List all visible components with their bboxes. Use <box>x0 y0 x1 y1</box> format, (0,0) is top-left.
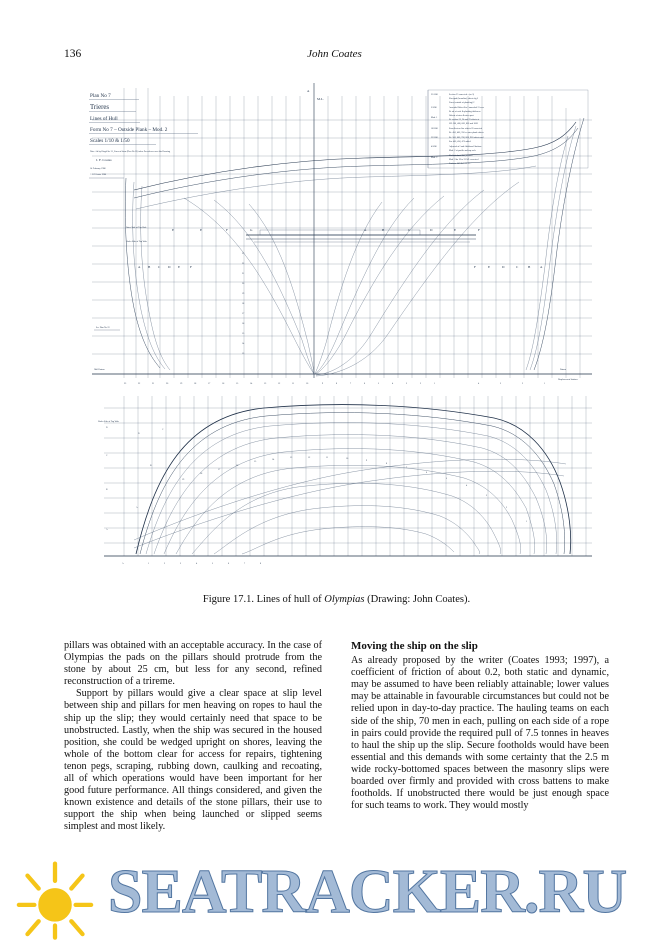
svg-text:D: D <box>138 433 140 435</box>
svg-text:B: B <box>528 265 531 269</box>
note-line: WL 200, 400, 600, 800 and 1000 <box>449 123 478 125</box>
svg-text:17: 17 <box>218 469 221 471</box>
caption-ship-name: Olympias <box>324 594 365 605</box>
svg-text:15: 15 <box>254 461 257 463</box>
svg-text:23: 23 <box>124 383 127 385</box>
svg-text:13: 13 <box>290 457 293 459</box>
body-columns <box>64 640 609 865</box>
hull-lines-drawing <box>64 78 609 590</box>
svg-text:8: 8 <box>260 563 262 565</box>
svg-text:2: 2 <box>506 507 508 509</box>
svg-text:C: C <box>516 265 519 269</box>
svg-text:11: 11 <box>326 457 329 459</box>
svg-text:3/2/86: 3/2/86 <box>431 107 437 109</box>
svg-text:22: 22 <box>138 383 141 385</box>
svg-text:7: 7 <box>406 467 408 469</box>
column-left <box>64 640 322 834</box>
svg-text:12: 12 <box>308 457 311 459</box>
svg-text:E: E <box>488 265 491 269</box>
under-side-label-left: Under Side of Top Wale <box>98 421 120 423</box>
column-right <box>351 640 609 812</box>
note-line: Re. 500, 600, 700, 800, 900 offsets and <box>449 137 484 139</box>
svg-text:9: 9 <box>322 383 324 385</box>
svg-text:18/2/86: 18/2/86 <box>431 128 438 130</box>
svg-text:16: 16 <box>236 465 239 467</box>
svg-text:A: A <box>122 563 124 565</box>
svg-text:A: A <box>364 228 367 232</box>
svg-text:6: 6 <box>364 383 366 385</box>
waterline-letter-row-2 <box>138 265 543 269</box>
svg-text:B: B <box>150 465 152 467</box>
half-breadth-letters <box>98 420 164 531</box>
svg-text:17: 17 <box>208 383 211 385</box>
svg-text:3: 3 <box>406 383 408 385</box>
svg-text:12: 12 <box>278 383 281 385</box>
svg-text:B: B <box>106 489 108 491</box>
sun-logo-icon <box>12 855 98 941</box>
svg-text:4: 4 <box>392 383 394 385</box>
svg-text:20: 20 <box>166 383 169 385</box>
svg-text:10: 10 <box>346 458 349 460</box>
svg-text:3: 3 <box>180 563 182 565</box>
svg-text:1: 1 <box>434 383 436 385</box>
note-line: Sta. 400, 450, 475 added <box>449 141 471 143</box>
svg-text:16: 16 <box>222 383 225 385</box>
note-line: Sheerpad (beamline) offsets fig 3 <box>449 98 479 100</box>
svg-text:8: 8 <box>386 463 388 465</box>
note-line: Mod. 2 of profile and top wale <box>449 150 476 152</box>
hull-datum-label: Hull Datum <box>94 369 105 371</box>
svg-text:15: 15 <box>242 333 245 335</box>
svg-text:21: 21 <box>152 383 155 385</box>
note-line: Section 25 corrected - (no 3) <box>449 94 475 96</box>
revision-notes-block <box>428 90 588 168</box>
svg-text:2: 2 <box>420 383 422 385</box>
svg-text:4: 4 <box>466 485 468 487</box>
displacement-stations-label: Displacement Stations <box>558 379 578 381</box>
note-line: Adjusted at I and Additional Stations <box>449 146 482 148</box>
mod1-label: Mod. 1 <box>431 117 438 119</box>
paragraph: Support by pillars would give a clear space at slip level between ship and pillars for men heaving on ropes to haul the ship up the slip; they would certainly need that space to be unobstructed. Lastly, when the ship was secured in the housed position, she could be wedged upright on shores, leaving the whole of the bottom clear for access for repairs, tightening tenon pegs, scraping, rubbing down, caulking and recoating, all of which operations would have been important for her good future performance. All things considered, and given the known existence and details of the stone pillars, their use to support the ship when being launched or slipped seems simplest and most likely. <box>64 688 322 833</box>
title-date: 14 February 1986 <box>90 168 106 170</box>
svg-text:13: 13 <box>242 353 245 355</box>
svg-text:4: 4 <box>478 383 480 385</box>
section-heading: Moving the ship on the slip <box>351 640 478 652</box>
svg-text:14: 14 <box>272 459 275 461</box>
figure-lines-of-hull <box>64 78 609 590</box>
svg-text:15: 15 <box>236 383 239 385</box>
svg-text:14: 14 <box>250 383 253 385</box>
note-line: Amended Offset Sta 2 amended 21 corr. <box>449 107 485 109</box>
title-scales: Scales 1/10 & 1/50 <box>90 138 130 144</box>
svg-text:A: A <box>307 89 310 93</box>
watermark-text: SEATRACKER.RU <box>108 858 627 926</box>
svg-text:1: 1 <box>544 383 546 385</box>
svg-text:10: 10 <box>306 383 309 385</box>
svg-text:14: 14 <box>242 343 245 345</box>
figure-caption <box>64 594 609 605</box>
svg-text:1: 1 <box>526 521 528 523</box>
station-number-column <box>242 253 245 355</box>
svg-text:G: G <box>250 228 253 232</box>
svg-text:7: 7 <box>350 383 352 385</box>
svg-text:3: 3 <box>500 383 502 385</box>
svg-text:1: 1 <box>148 563 150 565</box>
page-header <box>64 48 605 64</box>
note-line: Re section 25, 24 and 23 offsets at <box>449 119 480 121</box>
svg-text:E: E <box>178 265 181 269</box>
svg-text:C: C <box>158 265 161 269</box>
svg-text:2: 2 <box>522 383 524 385</box>
svg-text:18: 18 <box>194 383 197 385</box>
note-line: Offsets of stem & stern post <box>449 115 474 117</box>
svg-text:2: 2 <box>164 563 166 565</box>
svg-text:6: 6 <box>426 472 428 474</box>
paragraph: As already proposed by the writer (Coates 1993; 1997), a coefficient of friction of about 0.2, both static and dynamic, may be assumed to have been reliably attainable; lower values may be attainable in favourable circumstances but could not be relied upon in day-to-day practice. The hauling teams on each side of the ship, 70 men in each, pulling on each side of a rope in pairs could provide the required pull of 7.5 tonnes in heaves to haul the ship up the slip. Secure footholds would have been essential and this demands with some certainty that the 2.5 m wide rocky-bottomed spaces between the masonry slips were boarded over firmly and provided with cross battens to make footholds. If unobstructed there would be just enough space for such teams to work. They would mostly <box>351 655 609 812</box>
svg-text:18: 18 <box>242 303 245 305</box>
mod2-label: Mod. 2 <box>431 157 438 159</box>
svg-text:A: A <box>136 507 138 509</box>
note-line: Shelf of sheer line, revised <box>449 155 473 157</box>
title-note: Note: Aft by Diagd Ste 21, Lines at Stern (Plan No 22) taken Precedence over this Drawing <box>90 151 171 153</box>
svg-text:17: 17 <box>242 313 245 315</box>
svg-text:A: A <box>540 265 543 269</box>
svg-text:E: E <box>454 228 457 232</box>
svg-text:3: 3 <box>486 495 488 497</box>
svg-text:D: D <box>168 265 171 269</box>
svg-text:19: 19 <box>180 383 183 385</box>
note-line: Re. 450, 400, 350 re outer plank offsets <box>449 132 484 134</box>
note-line: Re aft of wale & planking thickness <box>449 111 481 113</box>
note-line: Lines (outside of planking) 2 <box>449 102 475 104</box>
running-head: John Coates <box>307 48 362 60</box>
title-subject: Lines of Hull <box>90 116 118 122</box>
datum-label-right: Datum <box>560 369 566 371</box>
title-form: Form No 7 – Outside Plank – Mod. 2 <box>90 127 168 133</box>
svg-text:5: 5 <box>378 383 380 385</box>
note-line: Mod 2 Sta 19 to 23 WL corrected <box>449 159 479 161</box>
bottom-station-scale <box>122 562 262 565</box>
svg-text:19: 19 <box>242 293 245 295</box>
svg-text:B: B <box>148 265 151 269</box>
paragraph: pillars was obtained with an acceptable accuracy. In the case of Olympias the pads on the pillars should protrude from the stone by about 25 cm, but less for any second, refined reconstruction of a trireme. <box>64 640 322 688</box>
svg-text:C: C <box>162 429 164 431</box>
page-number: 136 <box>64 48 82 60</box>
half-breadth-plan <box>98 396 592 565</box>
svg-text:18: 18 <box>200 473 203 475</box>
svg-text:D: D <box>502 265 505 269</box>
svg-text:C: C <box>106 455 108 457</box>
see-plan-label: See Plan No 22 <box>96 327 110 329</box>
svg-text:5: 5 <box>446 478 448 480</box>
svg-text:A: A <box>138 265 141 269</box>
note-line: Stem & stern line offsets 20 corrected <box>449 128 483 130</box>
ml-label: M.L. <box>317 97 324 101</box>
svg-text:19: 19 <box>182 479 185 481</box>
svg-text:5: 5 <box>212 563 214 565</box>
svg-text:25/1/86: 25/1/86 <box>431 94 438 96</box>
title-revision: © J.F.Coates 1986 <box>90 174 107 176</box>
title-block <box>89 93 198 178</box>
baseline-station-scale <box>124 379 578 385</box>
svg-text:20: 20 <box>242 283 245 285</box>
svg-text:6: 6 <box>228 563 230 565</box>
caption-prefix: Figure 17.1. Lines of hull of <box>202 594 325 605</box>
svg-text:E: E <box>172 228 175 232</box>
svg-text:C: C <box>408 228 411 232</box>
svg-text:23: 23 <box>242 253 245 255</box>
svg-text:11: 11 <box>292 383 295 385</box>
svg-text:F: F <box>478 228 480 232</box>
svg-text:22: 22 <box>242 263 245 265</box>
svg-text:F: F <box>226 228 228 232</box>
title-signature: J. F. Coates <box>96 158 112 162</box>
svg-text:4: 4 <box>196 563 198 565</box>
svg-text:A: A <box>106 529 108 531</box>
svg-text:D: D <box>106 427 108 429</box>
svg-text:21: 21 <box>242 273 245 275</box>
svg-text:8: 8 <box>336 383 338 385</box>
svg-text:F: F <box>474 265 476 269</box>
svg-text:7: 7 <box>244 563 246 565</box>
svg-text:9: 9 <box>366 460 368 462</box>
svg-text:D: D <box>430 228 433 232</box>
svg-text:16: 16 <box>242 323 245 325</box>
svg-text:13: 13 <box>264 383 267 385</box>
outer-side-top-wale-label: Outer Side of Top Wale <box>126 227 147 229</box>
svg-text:4/3/86: 4/3/86 <box>431 146 437 148</box>
svg-text:F: F <box>190 265 192 269</box>
title-ship: Trieres <box>90 104 110 111</box>
svg-text:E: E <box>200 228 203 232</box>
note-line: Stations 18/9 & 1/10 F.C. <box>449 163 472 165</box>
under-side-top-wale-label: Under Side of Top Wale <box>126 241 148 243</box>
svg-text:B: B <box>382 228 385 232</box>
svg-text:22/2/86: 22/2/86 <box>431 137 438 139</box>
caption-suffix: (Drawing: John Coates). <box>364 594 471 605</box>
title-plan-no: Plan No 7 <box>90 93 111 99</box>
